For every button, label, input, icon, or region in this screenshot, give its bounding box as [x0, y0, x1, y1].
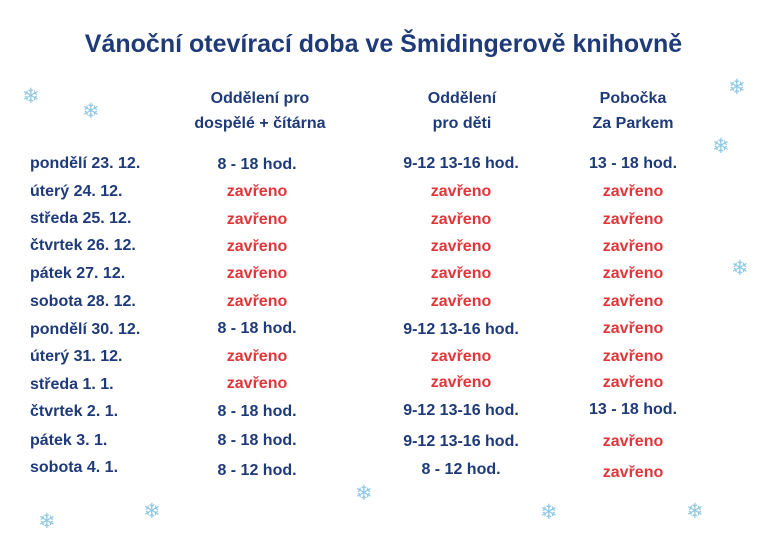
snowflake-icon: ❄ [82, 100, 100, 123]
day-label: úterý 24. 12. [30, 183, 123, 200]
adults-hours-cell: 8 - 18 hod. [217, 403, 297, 420]
children-hours-cell: zavřeno [430, 265, 492, 282]
children-hours-cell: zavřeno [430, 183, 492, 200]
column-header-line: dospělé + čítárna [194, 115, 326, 132]
day-label: čtvrtek 26. 12. [30, 237, 136, 254]
column-header-line: Oddělení pro [210, 90, 310, 107]
column-header-line: pro děti [432, 115, 492, 132]
adults-hours-cell: zavřeno [226, 293, 288, 310]
snowflake-icon: ❄ [355, 482, 373, 505]
day-label: pátek 27. 12. [30, 265, 126, 282]
column-header-adults [160, 86, 360, 136]
branch-hours-cell: zavřeno [602, 464, 664, 481]
children-hours-cell: 9-12 13-16 hod. [403, 402, 519, 419]
page-title: Vánoční otevírací doba ve Šmidingerově knihovně [84, 30, 683, 58]
children-hours-cell: 9-12 13-16 hod. [403, 155, 519, 172]
children-hours-cell: zavřeno [430, 293, 492, 310]
branch-hours-cell: zavřeno [602, 238, 664, 255]
adults-hours-cell: zavřeno [226, 211, 288, 228]
children-hours-cell: zavřeno [430, 238, 492, 255]
branch-hours-cell: zavřeno [602, 293, 664, 310]
adults-hours-cell: zavřeno [226, 348, 288, 365]
branch-hours-cell: zavřeno [602, 183, 664, 200]
column-header-line: Pobočka [599, 90, 667, 107]
branch-hours-cell: zavřeno [602, 433, 664, 450]
branch-hours-cell: zavřeno [602, 211, 664, 228]
snowflake-icon: ❄ [686, 500, 704, 523]
day-label: sobota 4. 1. [30, 459, 119, 476]
day-label: čtvrtek 2. 1. [30, 403, 119, 420]
children-hours-cell: 9-12 13-16 hod. [403, 321, 519, 338]
adults-hours-cell: 8 - 12 hod. [217, 462, 297, 479]
column-header-line: Oddělení [427, 90, 497, 107]
branch-hours-cell: zavřeno [602, 320, 664, 337]
branch-hours-cell: zavřeno [602, 374, 664, 391]
children-hours-cell: zavřeno [430, 211, 492, 228]
day-label: pondělí 23. 12. [30, 155, 141, 172]
children-hours-cell: zavřeno [430, 374, 492, 391]
snowflake-icon: ❄ [22, 85, 40, 108]
branch-hours-cell: 13 - 18 hod. [588, 401, 678, 418]
day-label: pátek 3. 1. [30, 432, 108, 449]
adults-hours-cell: zavřeno [226, 375, 288, 392]
snowflake-icon: ❄ [540, 501, 558, 524]
adults-hours-cell: 8 - 18 hod. [217, 432, 297, 449]
day-label: středa 1. 1. [30, 376, 114, 393]
snowflake-icon: ❄ [712, 135, 730, 158]
day-label: úterý 31. 12. [30, 348, 123, 365]
adults-hours-cell: 8 - 18 hod. [217, 320, 297, 337]
column-header-children [362, 86, 562, 136]
children-hours-cell: 8 - 12 hod. [421, 461, 501, 478]
snowflake-icon: ❄ [38, 510, 56, 533]
branch-hours-cell: zavřeno [602, 265, 664, 282]
snowflake-icon: ❄ [731, 257, 749, 280]
column-header-line: Za Parkem [592, 115, 674, 132]
adults-hours-cell: zavřeno [226, 183, 288, 200]
branch-hours-cell: 13 - 18 hod. [588, 155, 678, 172]
adults-hours-cell: 8 - 18 hod. [217, 156, 297, 173]
day-label: pondělí 30. 12. [30, 321, 141, 338]
snowflake-icon: ❄ [728, 76, 746, 99]
snowflake-icon: ❄ [143, 500, 161, 523]
adults-hours-cell: zavřeno [226, 265, 288, 282]
day-label: středa 25. 12. [30, 210, 132, 227]
children-hours-cell: zavřeno [430, 348, 492, 365]
day-label: sobota 28. 12. [30, 293, 136, 310]
branch-hours-cell: zavřeno [602, 348, 664, 365]
adults-hours-cell: zavřeno [226, 238, 288, 255]
children-hours-cell: 9-12 13-16 hod. [403, 433, 519, 450]
column-header-branch [533, 86, 733, 136]
